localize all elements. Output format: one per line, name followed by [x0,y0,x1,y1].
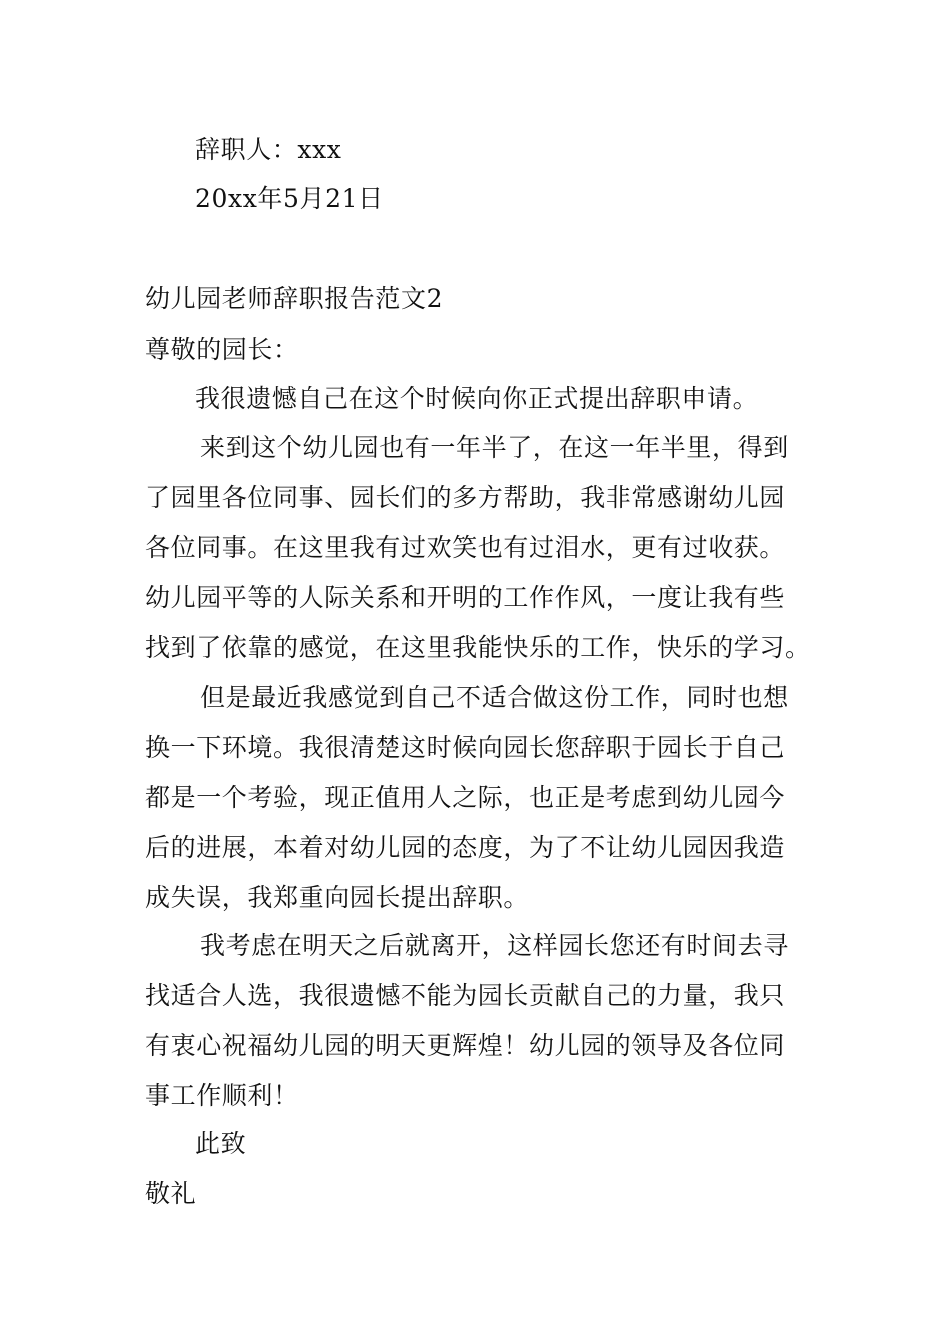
paragraph2-line1: 但是最近我感觉到自己不适合做这份工作，同时也想 [200,683,789,712]
date-line: 20xx年5月21日 [195,184,384,213]
closing-jingli: 敬礼 [145,1179,197,1208]
paragraph1-line4: 幼儿园平等的人际关系和开明的工作作风，一度让我有些 [145,583,786,612]
paragraph1-line3: 各位同事。在这里我有过欢笑也有过泪水，更有过收获。 [145,533,786,562]
closing-cizhi: 此致 [195,1129,247,1158]
salutation: 尊敬的园长： [145,335,299,364]
paragraph3-line1: 我考虑在明天之后就离开，这样园长您还有时间去寻 [200,931,789,960]
paragraph1-line2: 了园里各位同事、园长们的多方帮助，我非常感谢幼儿园 [145,483,786,512]
paragraph3-line2: 找适合人选，我很遗憾不能为园长贡献自己的力量，我只 [145,981,786,1010]
opening-line: 我很遗憾自己在这个时候向你正式提出辞职申请。 [195,384,759,413]
paragraph2-line3: 都是一个考验，现正值用人之际，也正是考虑到幼儿园今 [145,783,786,812]
resigner-line: 辞职人：xxx [195,135,342,164]
paragraph2-line5: 成失误，我郑重向园长提出辞职。 [145,883,530,912]
paragraph3-line3: 有衷心祝福幼儿园的明天更辉煌！幼儿园的领导及各位同 [145,1031,786,1060]
paragraph3-line4: 事工作顺利！ [145,1081,299,1110]
letter-title: 幼儿园老师辞职报告范文2 [145,284,444,313]
paragraph1-line5: 找到了依靠的感觉，在这里我能快乐的工作，快乐的学习。 [145,633,811,662]
paragraph2-line4: 后的进展，本着对幼儿园的态度，为了不让幼儿园因我造 [145,833,786,862]
paragraph2-line2: 换一下环境。我很清楚这时候向园长您辞职于园长于自己 [145,733,786,762]
paragraph1-line1: 来到这个幼儿园也有一年半了，在这一年半里，得到 [200,433,789,462]
